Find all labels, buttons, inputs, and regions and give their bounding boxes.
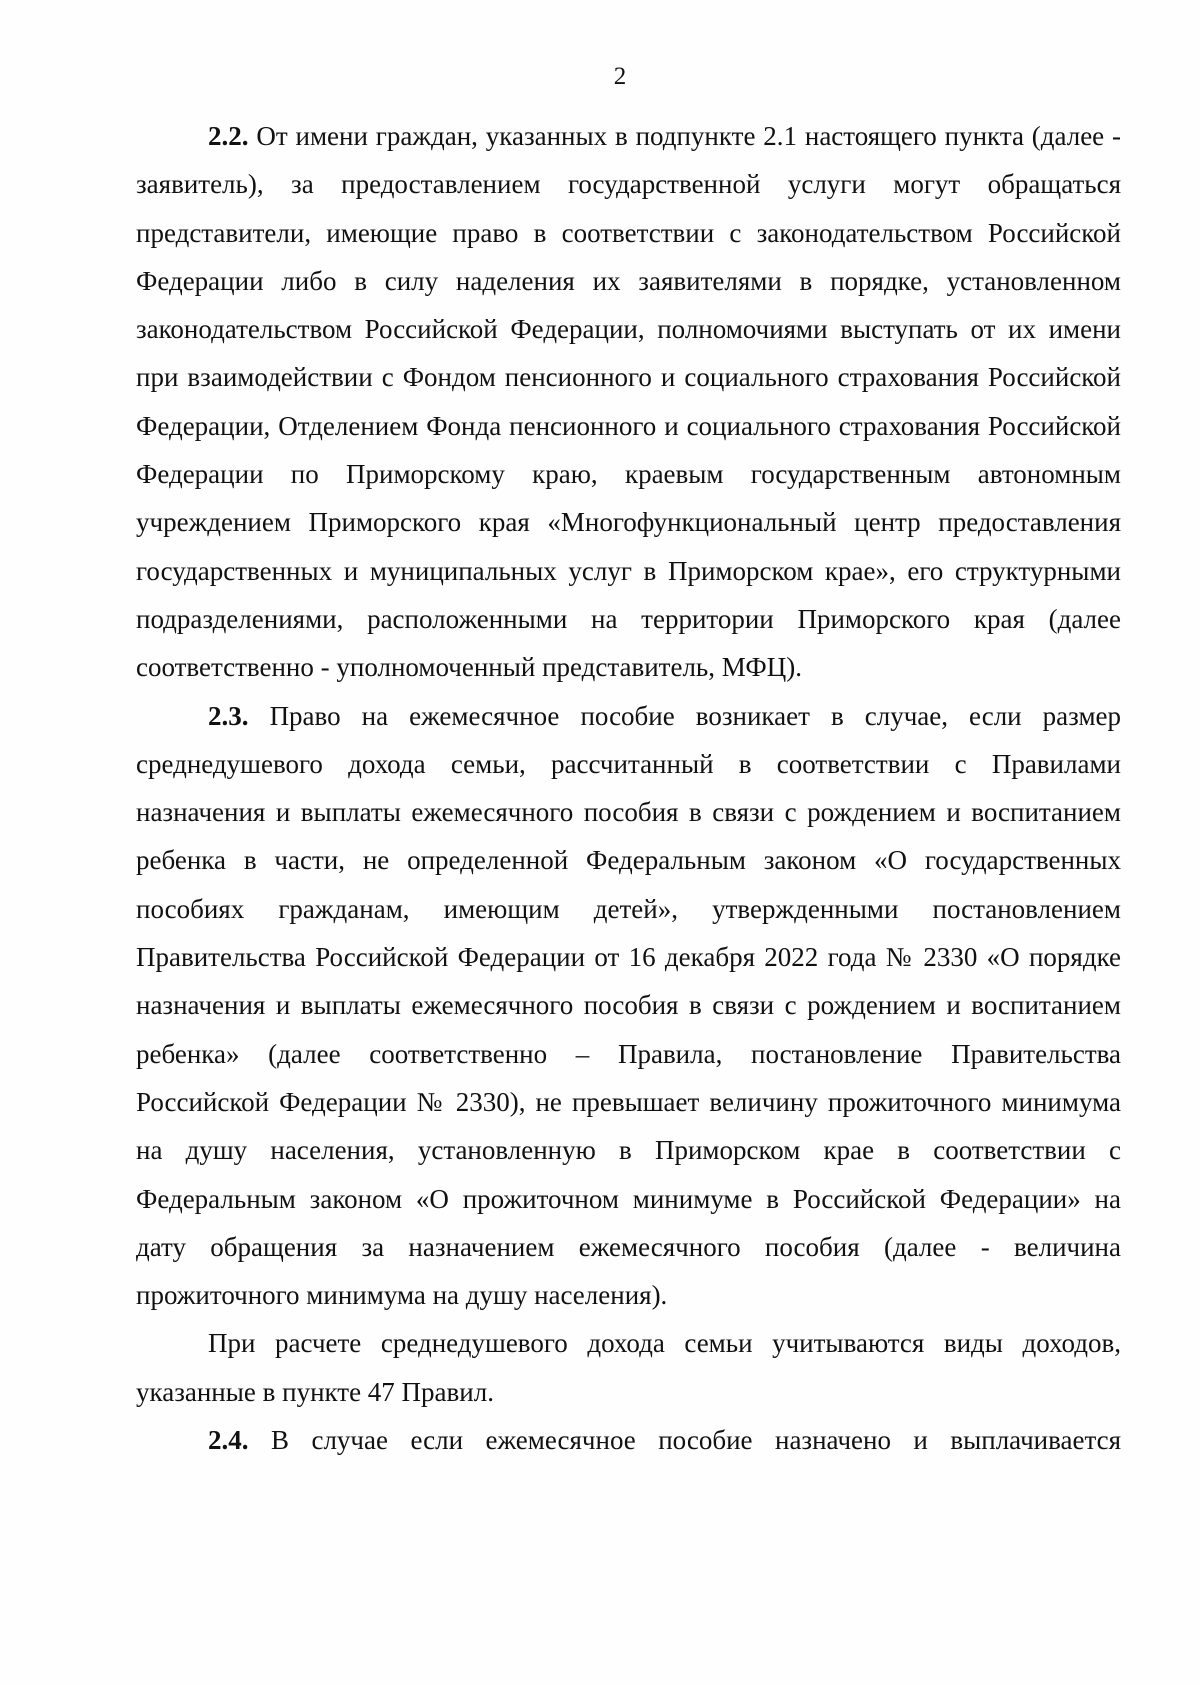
paragraph-2-4: [136, 1416, 1121, 1464]
clause-number: 2.2.: [208, 121, 249, 151]
document-body: [136, 112, 1121, 1464]
paragraph-text: Право на ежемесячное пособие возникает в случае, если размер среднедушевого дохода семьи, рассчитанный в соответствии с Правилами назначения и выплаты ежемесячного пособия в связи с рождением и воспитанием ребенка в части, не определенной Федеральным законом «О государственных пособиях гражданам, имеющим детей», утвержденными постановлением Правительства Российской Федерации от 16 декабря 2022 года № 2330 «О порядке назначения и выплаты ежемесячного пособия в связи с рождением и воспитанием ребенка» (далее соответственно – Правила, постановление Правительства Российской Федерации № 2330), не превышает величину прожиточного минимума на душу населения, установленную в Приморском крае в соответствии с Федеральным законом «О прожиточном минимуме в Российской Федерации» на дату обращения за назначением ежемесячного пособия (далее - величина прожиточного минимума на душу населения).: [136, 700, 1122, 1311]
paragraph-text: От имени граждан, указанных в подпункте 2.1 настоящего пункта (далее - заявитель), за предоставлением государственной услуги могут обращаться представители, имеющие право в соответствии с законодательством Российской Федерации либо в силу наделения их заявителями в порядке, установленном законодательством Российской Федерации, полномочиями выступать от их имени при взаимодействии с Фондом пенсионного и социального страхования Российской Федерации, Отделением Фонда пенсионного и социального страхования Российской Федерации по Приморскому краю, краевым государственным автономным учреждением Приморского края «Многофункциональный центр предоставления государственных и муниципальных услуг в Приморском крае», его структурными подразделениями, расположенными на территории Приморского края (далее соответственно - уполномоченный представитель, МФЦ).: [136, 121, 1122, 683]
paragraph-text: В случае если ежемесячное пособие назначено и выплачивается: [270, 1425, 1122, 1456]
clause-number: 2.4.: [208, 1425, 249, 1456]
page-number: 2: [613, 63, 627, 90]
paragraph-2-3: [136, 692, 1121, 1320]
paragraph-income-types: [136, 1319, 1121, 1416]
paragraph-text: При расчете среднедушевого дохода семьи учитываются виды доходов, указанные в пункте 47 Правил.: [136, 1328, 1121, 1407]
clause-number: 2.3.: [208, 700, 249, 731]
paragraph-2-2: [136, 112, 1121, 692]
